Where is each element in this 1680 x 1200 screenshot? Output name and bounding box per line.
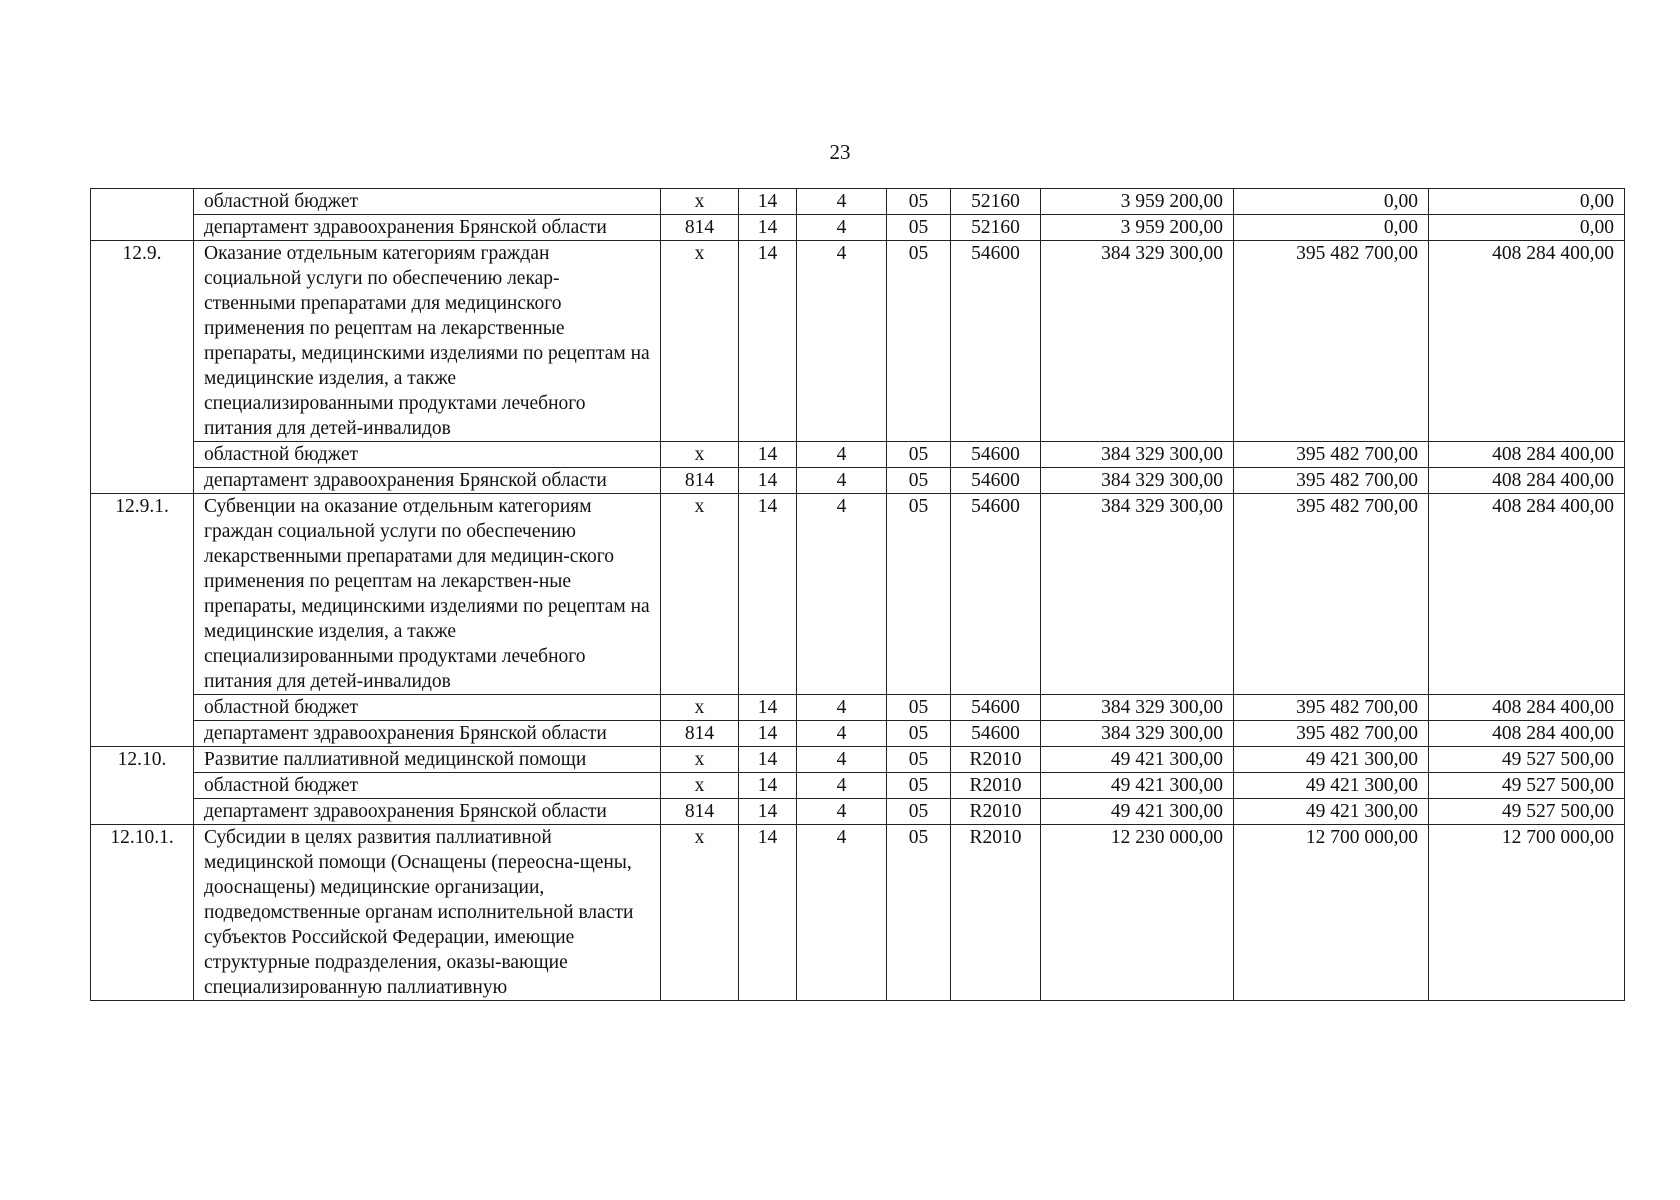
section-code: 14 [739, 189, 797, 215]
amount-year1: 384 329 300,00 [1041, 494, 1234, 695]
amount-year3: 408 284 400,00 [1429, 721, 1625, 747]
amount-year2: 49 421 300,00 [1234, 773, 1429, 799]
grbs-code: x [661, 747, 739, 773]
target-code: 52160 [951, 215, 1041, 241]
section-code: 14 [739, 442, 797, 468]
grbs-code: x [661, 442, 739, 468]
target-code: 54600 [951, 695, 1041, 721]
amount-year2: 395 482 700,00 [1234, 721, 1429, 747]
amount-year2: 0,00 [1234, 189, 1429, 215]
table-row [91, 468, 1625, 494]
amount-year1: 384 329 300,00 [1041, 442, 1234, 468]
amount-year1: 12 230 000,00 [1041, 825, 1234, 1001]
section-code: 14 [739, 241, 797, 442]
table-row [91, 773, 1625, 799]
grbs-code: x [661, 494, 739, 695]
target-code: 54600 [951, 442, 1041, 468]
section-code: 14 [739, 799, 797, 825]
amount-year3: 0,00 [1429, 215, 1625, 241]
subsection-code: 4 [797, 468, 887, 494]
table-row [91, 747, 1625, 773]
program-code: 05 [887, 468, 951, 494]
amount-year3: 49 527 500,00 [1429, 773, 1625, 799]
row-description: Развитие паллиативной медицинской помощи [194, 747, 661, 773]
amount-year2: 12 700 000,00 [1234, 825, 1429, 1001]
grbs-code: x [661, 825, 739, 1001]
row-description: областной бюджет [194, 695, 661, 721]
amount-year1: 384 329 300,00 [1041, 468, 1234, 494]
program-code: 05 [887, 747, 951, 773]
grbs-code: x [661, 695, 739, 721]
row-description: Оказание отдельным категориям граждан социальной услуги по обеспечению лекар-ственными препаратами для медицинского применения по рецептам на лекарственные препараты, медицинскими изделиями по рецептам на медицинские изделия, а также специализированными продуктами лечебного питания для детей-инвалидов [194, 241, 661, 442]
program-code: 05 [887, 825, 951, 1001]
row-description: Субсидии в целях развития паллиативной медицинской помощи (Оснащены (переосна-щены, дооснащены) медицинские организации, подведомственные органам исполнительной власти субъектов Российской Федерации, имеющие структурные подразделения, оказы-вающие специализированную паллиативную [194, 825, 661, 1001]
grbs-code: 814 [661, 468, 739, 494]
amount-year1: 49 421 300,00 [1041, 747, 1234, 773]
subsection-code: 4 [797, 747, 887, 773]
amount-year3: 408 284 400,00 [1429, 442, 1625, 468]
page-number: 23 [829, 140, 851, 164]
budget-table [90, 188, 1625, 1001]
row-number: 12.10.1. [91, 825, 194, 1001]
program-code: 05 [887, 773, 951, 799]
row-number: 12.10. [91, 747, 194, 825]
section-code: 14 [739, 215, 797, 241]
amount-year1: 49 421 300,00 [1041, 773, 1234, 799]
amount-year2: 395 482 700,00 [1234, 494, 1429, 695]
section-code: 14 [739, 773, 797, 799]
amount-year1: 3 959 200,00 [1041, 189, 1234, 215]
row-number: 12.9. [91, 241, 194, 494]
amount-year3: 49 527 500,00 [1429, 747, 1625, 773]
subsection-code: 4 [797, 721, 887, 747]
grbs-code: x [661, 189, 739, 215]
amount-year2: 49 421 300,00 [1234, 799, 1429, 825]
row-description: Субвенции на оказание отдельным категориям граждан социальной услуги по обеспечению лекарственными препаратами для медицин-ского применения по рецептам на лекарствен-ные препараты, медицинскими изделиями по рецептам на медицинские изделия, а также специализированными продуктами лечебного питания для детей-инвалидов [194, 494, 661, 695]
table-row [91, 721, 1625, 747]
amount-year3: 49 527 500,00 [1429, 799, 1625, 825]
target-code: R2010 [951, 773, 1041, 799]
section-code: 14 [739, 494, 797, 695]
row-description: департамент здравоохранения Брянской области [194, 721, 661, 747]
table-row [91, 215, 1625, 241]
row-description: областной бюджет [194, 442, 661, 468]
section-code: 14 [739, 721, 797, 747]
row-description: областной бюджет [194, 773, 661, 799]
table-row [91, 825, 1625, 1001]
grbs-code: 814 [661, 799, 739, 825]
row-description: областной бюджет [194, 189, 661, 215]
row-number: 12.9.1. [91, 494, 194, 747]
target-code: R2010 [951, 825, 1041, 1001]
amount-year3: 408 284 400,00 [1429, 494, 1625, 695]
program-code: 05 [887, 189, 951, 215]
row-description: департамент здравоохранения Брянской области [194, 799, 661, 825]
target-code: 54600 [951, 721, 1041, 747]
program-code: 05 [887, 721, 951, 747]
amount-year1: 384 329 300,00 [1041, 241, 1234, 442]
target-code: 54600 [951, 241, 1041, 442]
grbs-code: 814 [661, 215, 739, 241]
target-code: R2010 [951, 799, 1041, 825]
amount-year2: 395 482 700,00 [1234, 442, 1429, 468]
table-row [91, 189, 1625, 215]
amount-year3: 0,00 [1429, 189, 1625, 215]
table-row [91, 799, 1625, 825]
amount-year3: 408 284 400,00 [1429, 241, 1625, 442]
section-code: 14 [739, 468, 797, 494]
subsection-code: 4 [797, 799, 887, 825]
amount-year2: 49 421 300,00 [1234, 747, 1429, 773]
row-description: департамент здравоохранения Брянской области [194, 215, 661, 241]
row-description: департамент здравоохранения Брянской области [194, 468, 661, 494]
amount-year2: 395 482 700,00 [1234, 241, 1429, 442]
amount-year2: 0,00 [1234, 215, 1429, 241]
grbs-code: 814 [661, 721, 739, 747]
section-code: 14 [739, 695, 797, 721]
amount-year2: 395 482 700,00 [1234, 468, 1429, 494]
subsection-code: 4 [797, 773, 887, 799]
subsection-code: 4 [797, 442, 887, 468]
table-row [91, 442, 1625, 468]
target-code: R2010 [951, 747, 1041, 773]
target-code: 52160 [951, 189, 1041, 215]
program-code: 05 [887, 442, 951, 468]
amount-year3: 408 284 400,00 [1429, 468, 1625, 494]
amount-year2: 395 482 700,00 [1234, 695, 1429, 721]
amount-year3: 12 700 000,00 [1429, 825, 1625, 1001]
subsection-code: 4 [797, 494, 887, 695]
grbs-code: x [661, 773, 739, 799]
amount-year1: 49 421 300,00 [1041, 799, 1234, 825]
subsection-code: 4 [797, 215, 887, 241]
subsection-code: 4 [797, 241, 887, 442]
program-code: 05 [887, 215, 951, 241]
target-code: 54600 [951, 468, 1041, 494]
subsection-code: 4 [797, 189, 887, 215]
program-code: 05 [887, 494, 951, 695]
table-row [91, 695, 1625, 721]
amount-year1: 3 959 200,00 [1041, 215, 1234, 241]
program-code: 05 [887, 695, 951, 721]
subsection-code: 4 [797, 695, 887, 721]
table-row [91, 494, 1625, 695]
section-code: 14 [739, 747, 797, 773]
program-code: 05 [887, 799, 951, 825]
target-code: 54600 [951, 494, 1041, 695]
table-row [91, 241, 1625, 442]
amount-year3: 408 284 400,00 [1429, 695, 1625, 721]
subsection-code: 4 [797, 825, 887, 1001]
section-code: 14 [739, 825, 797, 1001]
amount-year1: 384 329 300,00 [1041, 721, 1234, 747]
amount-year1: 384 329 300,00 [1041, 695, 1234, 721]
grbs-code: x [661, 241, 739, 442]
program-code: 05 [887, 241, 951, 442]
row-number [91, 189, 194, 241]
